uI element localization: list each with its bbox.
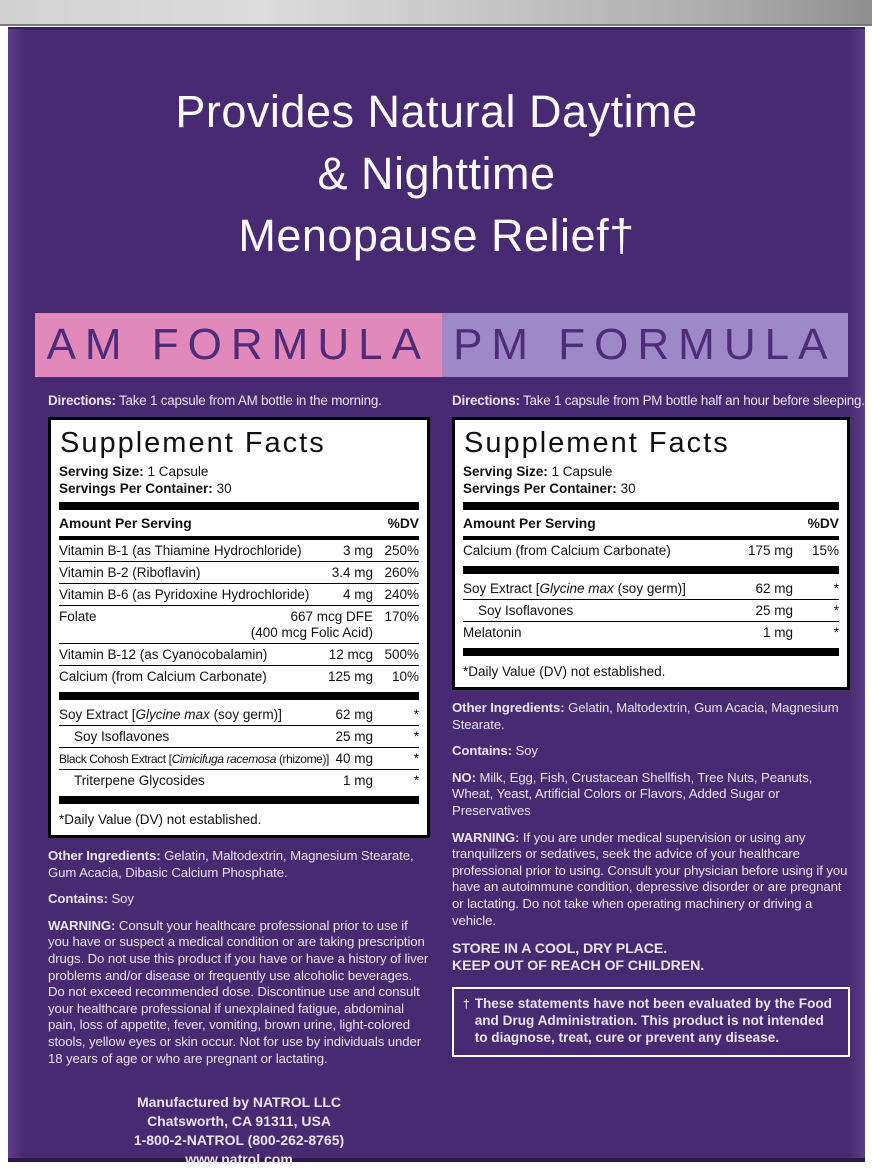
headline-line-2: & Nighttime	[317, 148, 556, 199]
pm-dv-footnote: *Daily Value (DV) not established.	[463, 664, 666, 679]
pm-serving-size: Serving Size: 1 Capsule	[463, 464, 613, 479]
pm-facts-header: Amount Per Serving %DV	[463, 516, 839, 531]
pm-servings-per-container: Servings Per Container: 30	[463, 480, 636, 496]
divider-bar	[463, 648, 839, 656]
table-row: Soy Isoflavones 25 mg *	[463, 599, 839, 621]
am-supplement-facts-panel	[48, 417, 430, 838]
headline-line-3: Menopause Relief†	[238, 210, 635, 261]
am-facts-header: Amount Per Serving %DV	[59, 516, 419, 531]
manufacturer-line: Chatsworth, CA 91311, USA	[147, 1113, 331, 1130]
am-other-ingredients: Other Ingredients: Gelatin, Maltodextrin, Magnesium Stearate, Gum Acacia, Dibasic Calcium Phosphate.	[48, 848, 414, 880]
formula-banners	[35, 313, 848, 377]
table-row: Calcium (from Calcium Carbonate) 125 mg 10%	[59, 665, 419, 687]
pm-directions-label: Directions:	[452, 393, 520, 408]
divider-bar	[59, 692, 419, 700]
manufacturer-website: www.natrol.com	[185, 1151, 293, 1168]
am-directions-label: Directions:	[48, 393, 116, 408]
manufacturer-line: Manufactured by NATROL LLC	[136, 1094, 342, 1111]
divider-bar	[59, 502, 419, 510]
table-row: Vitamin B-6 (as Pyridoxine Hydrochloride) 4 mg 240%	[59, 583, 419, 605]
pm-column	[452, 393, 865, 1169]
divider-bar	[463, 502, 839, 510]
table-row: Vitamin B-12 (as Cyanocobalamin) 12 mcg 500%	[59, 643, 419, 665]
headline-line-1: Provides Natural Daytime	[175, 86, 698, 137]
table-row: Soy Extract [Glycine max (soy germ)] 62 mg *	[463, 580, 839, 596]
storage-instructions: STORE IN A COOL, DRY PLACE. KEEP OUT OF REACH OF CHILDREN.	[452, 941, 705, 975]
table-row: Triterpene Glycosides 1 mg *	[59, 769, 419, 791]
columns	[48, 393, 865, 1169]
am-contains: Contains: Soy	[48, 891, 134, 907]
fda-disclaimer-text: These statements have not been evaluated by the Food and Drug Administration. This product is not intended to diagnose, treat, cure or prevent any disease.	[474, 996, 832, 1045]
pm-warning: WARNING: If you are under medical supervision or using any tranquilizers or sedatives, seek the advice of your healthcare professional prior to using. Consult your physician before using if you have an autoimmune condition, depressive disorder or are pregnant or lactating. Do not take when operating machinery or driving a vehicle.	[452, 829, 848, 928]
divider-bar	[463, 566, 839, 574]
headline	[8, 81, 865, 267]
pm-directions: Directions: Take 1 capsule from PM bottle half an hour before sleeping.	[452, 393, 865, 408]
table-row: Soy Extract [Glycine max (soy germ)] 62 mg *	[59, 706, 419, 722]
am-warning: WARNING: Consult your healthcare professional prior to use if you have or suspect a medical condition or are taking prescription drugs. Do not use this product if you have or have a history of liver problems and/or disease or frequently use alcoholic beverages. Do not exceed recommended dose. Discontinue use and consult your healthcare professional if unexplained fatigue, abdominal pain, loss of appetite, fever, vomiting, brown urine, light-colored stools, yellow eyes or skin occur. Not for use by individuals under 18 years of age or who are pregnant or lactating.	[48, 917, 429, 1066]
label-panel	[8, 27, 865, 1168]
manufacturer-info	[48, 1093, 430, 1169]
pm-formula-banner: PM FORMULA	[442, 313, 849, 377]
bottle-cap-strip	[0, 0, 872, 26]
pm-facts-title: Supplement Facts	[464, 427, 730, 459]
divider-bar	[59, 796, 419, 804]
pm-other-ingredients: Other Ingredients: Gelatin, Maltodextrin, Gum Acacia, Magnesium Stearate.	[452, 700, 839, 732]
fda-disclaimer-box	[452, 987, 850, 1056]
am-dv-footnote: *Daily Value (DV) not established.	[59, 812, 262, 827]
table-row: Vitamin B-1 (as Thiamine Hydrochloride) 3 mg 250%	[59, 542, 419, 558]
table-row: Melatonin 1 mg *	[463, 621, 839, 643]
am-serving-size: Serving Size: 1 Capsule	[59, 464, 209, 479]
am-column	[48, 393, 430, 1169]
am-facts-title: Supplement Facts	[60, 427, 326, 459]
table-row: Vitamin B-2 (Riboflavin) 3.4 mg 260%	[59, 561, 419, 583]
table-row: Calcium (from Calcium Carbonate) 175 mg 15%	[463, 542, 839, 558]
dagger-symbol: †	[463, 997, 470, 1012]
manufacturer-line: 1-800-2-NATROL (800-262-8765)	[133, 1132, 345, 1149]
table-row: Black Cohosh Extract [Cimicifuga racemosa (rhizome)] 40 mg *	[59, 747, 419, 769]
table-row: Folate 667 mcg DFE (400 mcg Folic Acid) 170%	[59, 605, 419, 643]
pm-supplement-facts-panel	[452, 417, 850, 690]
pm-contains: Contains: Soy	[452, 743, 538, 759]
am-servings-per-container: Servings Per Container: 30	[59, 480, 232, 496]
am-directions: Directions: Take 1 capsule from AM bottle in the morning.	[48, 393, 382, 408]
pm-free-of: NO: Milk, Egg, Fish, Crustacean Shellfish, Tree Nuts, Peanuts, Wheat, Yeast, Artificial Colors or Flavors, Added Sugar or Preservatives	[452, 769, 813, 818]
am-formula-banner: AM FORMULA	[35, 313, 442, 377]
table-row: Soy Isoflavones 25 mg *	[59, 725, 419, 747]
